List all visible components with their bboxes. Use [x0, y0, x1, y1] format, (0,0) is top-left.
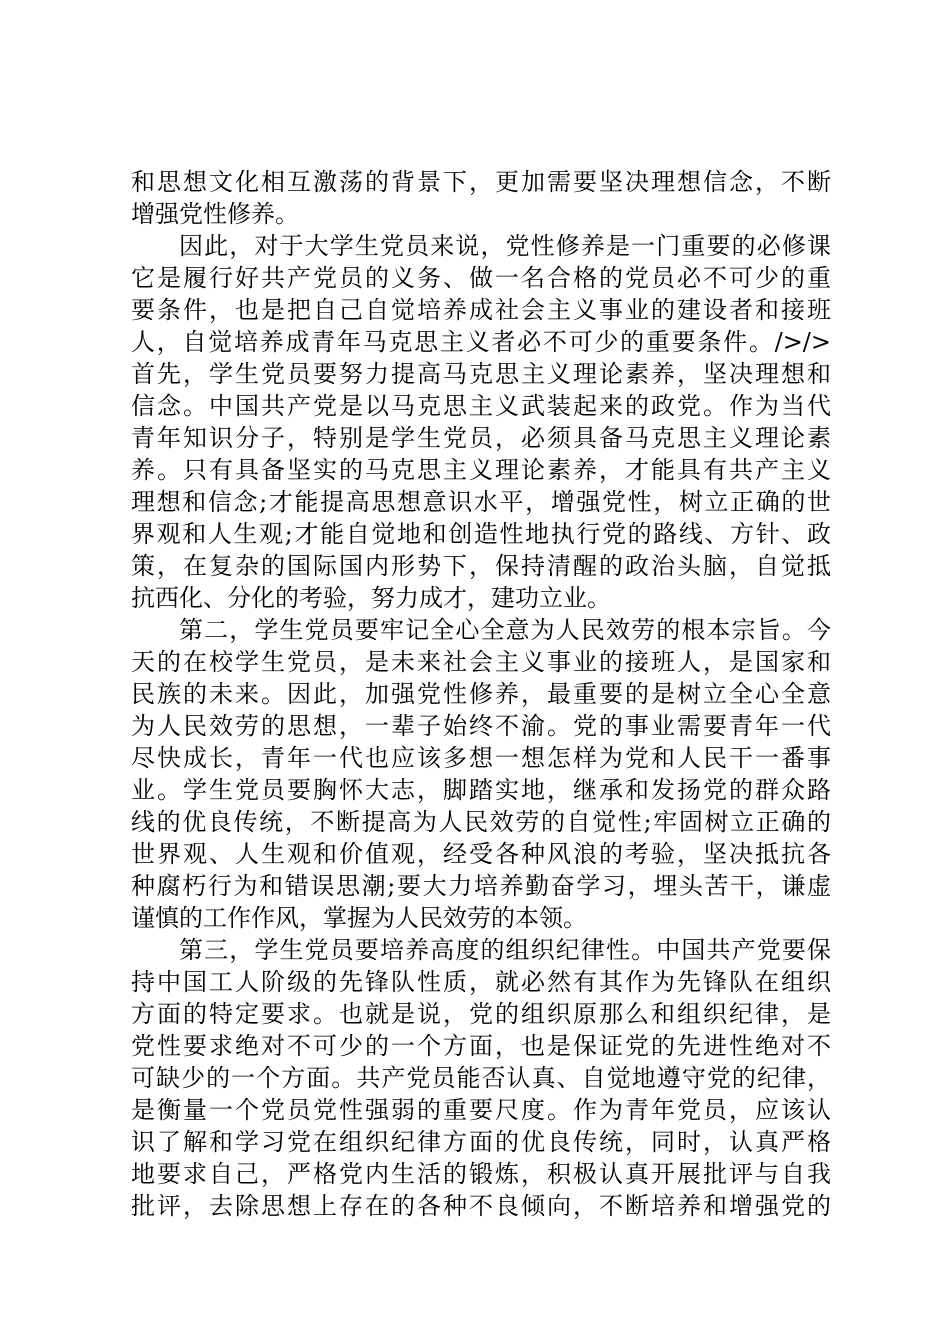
text-line: 民族的未来。因此，加强党性修养，最重要的是树立全心全意: [131, 680, 831, 708]
text-line: 策，在复杂的国际国内形势下，保持清醒的政治头脑，自觉抵: [131, 552, 831, 580]
text-line: 党性要求绝对不可少的一个方面，也是保证党的先进性绝对不: [131, 1032, 831, 1060]
text-line: 抗西化、分化的考验，努力成才，建功立业。: [131, 584, 611, 612]
text-line: 线的优良传统，不断提高为人民效劳的自觉性;牢固树立正确的: [131, 808, 831, 836]
text-line: 因此，对于大学生党员来说，党性修养是一门重要的必修课: [179, 232, 831, 260]
text-line: 方面的特定要求。也就是说，党的组织原那么和组织纪律，是: [131, 1000, 831, 1028]
text-line: 人，自觉培养成青年马克思主义者必不可少的重要条件。/>/>: [131, 328, 831, 356]
text-line: 增强党性修养。: [131, 200, 299, 228]
text-line: 尽快成长，青年一代也应该多想一想怎样为党和人民干一番事: [131, 744, 831, 772]
text-line: 第三，学生党员要培养高度的组织纪律性。中国共产党要保: [179, 936, 831, 964]
text-line: 持中国工人阶级的先锋队性质，就必然有其作为先锋队在组织: [131, 968, 831, 996]
text-line: 识了解和学习党在组织纪律方面的优良传统，同时，认真严格: [131, 1128, 831, 1156]
text-line: 和思想文化相互激荡的背景下，更加需要坚决理想信念，不断: [131, 168, 831, 196]
text-line: 是衡量一个党员党性强弱的重要尺度。作为青年党员，应该认: [131, 1096, 831, 1124]
text-line: 它是履行好共产党员的义务、做一名合格的党员必不可少的重: [131, 264, 831, 292]
text-line: 为人民效劳的思想，一辈子始终不渝。党的事业需要青年一代: [131, 712, 831, 740]
text-line: 第二，学生党员要牢记全心全意为人民效劳的根本宗旨。今: [179, 616, 831, 644]
text-line: 世界观、人生观和价值观，经受各种风浪的考验，坚决抵抗各: [131, 840, 831, 868]
text-line: 青年知识分子，特别是学生党员，必须具备马克思主义理论素: [131, 424, 831, 452]
text-line: 天的在校学生党员，是未来社会主义事业的接班人，是国家和: [131, 648, 831, 676]
text-line: 首先，学生党员要努力提高马克思主义理论素养，坚决理想和: [131, 360, 831, 388]
text-line: 要条件，也是把自己自觉培养成社会主义事业的建设者和接班: [131, 296, 831, 324]
text-line: 业。学生党员要胸怀大志，脚踏实地，继承和发扬党的群众路: [131, 776, 831, 804]
text-line: 种腐朽行为和错误思潮;要大力培养勤奋学习，埋头苦干，谦虚: [131, 872, 831, 900]
body-text: [131, 166, 831, 1222]
text-line: 地要求自己，严格党内生活的锻炼，积极认真开展批评与自我: [131, 1160, 831, 1188]
text-line: 界观和人生观;才能自觉地和创造性地执行党的路线、方针、政: [131, 520, 831, 548]
text-line: 养。只有具备坚实的马克思主义理论素养，才能具有共产主义: [131, 456, 831, 484]
text-line: 可缺少的一个方面。共产党员能否认真、自觉地遵守党的纪律，: [131, 1064, 831, 1092]
text-line: 信念。中国共产党是以马克思主义武装起来的政党。作为当代: [131, 392, 831, 420]
text-line: 理想和信念;才能提高思想意识水平，增强党性，树立正确的世: [131, 488, 831, 516]
text-line: 批评，去除思想上存在的各种不良倾向，不断培养和增强党的: [131, 1192, 831, 1220]
text-line: 谨慎的工作作风，掌握为人民效劳的本领。: [131, 904, 587, 932]
